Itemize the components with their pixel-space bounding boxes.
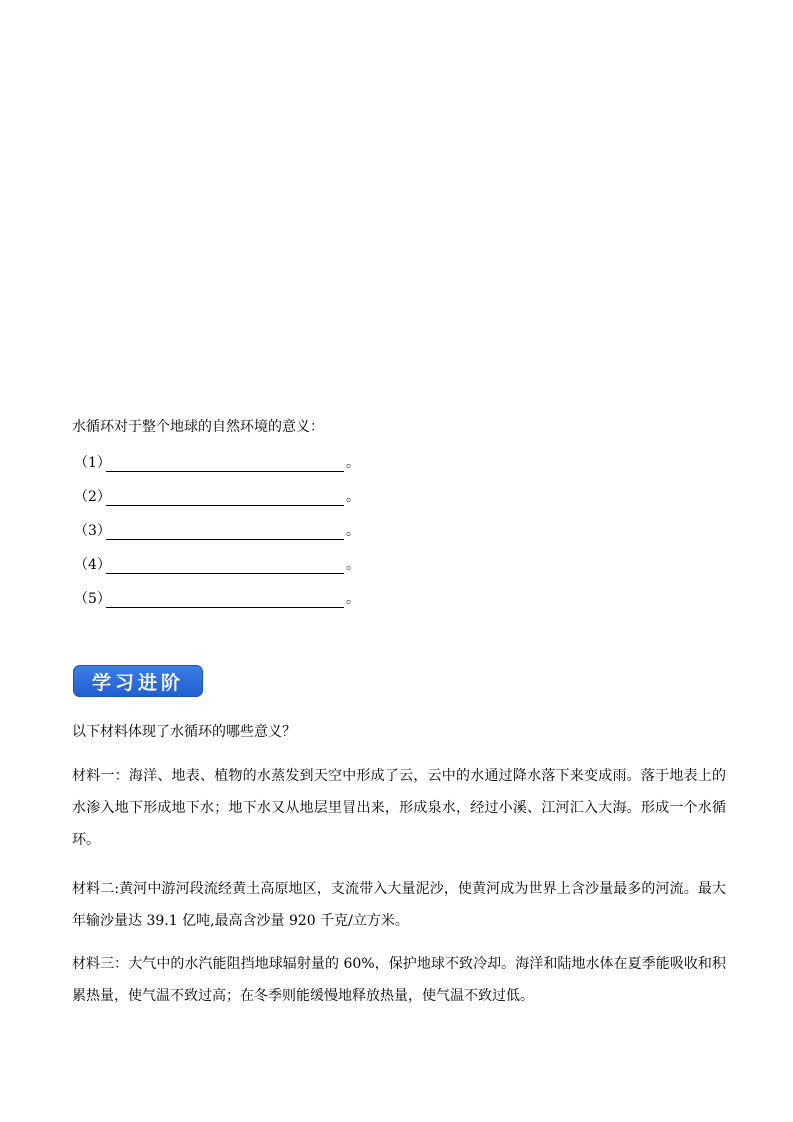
blank-period: 。 [346,523,360,539]
material-three: 材料三：大气中的水汽能阻挡地球辐射量的 60%，保护地球不致冷却。海洋和陆地水体在夏季能吸收和积累热量，使气温不致过高；在冬季则能缓慢地释放热量，使气温不致过低。 [72,956,726,1004]
blank-row-1 [74,450,360,472]
blank-row-2 [74,484,360,506]
material-two: 材料二:黄河中游河段流经黄土高原地区，支流带入大量泥沙，使黄河成为世界上含沙量最多的河流。最大年输沙量达 39.1 亿吨,最高含沙量 920 千克/立方米。 [72,881,726,929]
blank-period: 。 [346,591,360,607]
answer-blank-4[interactable] [106,559,344,574]
answer-blank-5[interactable] [106,593,344,608]
blank-number: （5） [74,591,111,607]
intro-text: 水循环对于整个地球的自然环境的意义： [72,419,324,435]
blank-number: （1） [74,455,111,471]
answer-blank-2[interactable] [106,491,344,506]
blank-row-3 [74,518,360,540]
blank-number: （2） [74,489,111,505]
blank-number: （4） [74,557,111,573]
blank-period: 。 [346,455,360,471]
blank-period: 。 [346,489,360,505]
material-one: 材料一：海洋、地表、植物的水蒸发到天空中形成了云，云中的水通过降水落下来变成雨。落于地表上的水渗入地下形成地下水；地下水又从地层里冒出来，形成泉水，经过小溪、江河汇入大海。形成一个水循环。 [72,768,726,848]
answer-blank-3[interactable] [106,525,344,540]
answer-blank-1[interactable] [106,457,344,472]
blank-row-5 [74,586,360,608]
question-text: 以下材料体现了水循环的哪些意义？ [72,724,296,740]
blank-row-4 [74,552,360,574]
blank-number: （3） [74,523,111,539]
section-title-badge: 学习进阶 [73,665,203,697]
blank-period: 。 [346,557,360,573]
